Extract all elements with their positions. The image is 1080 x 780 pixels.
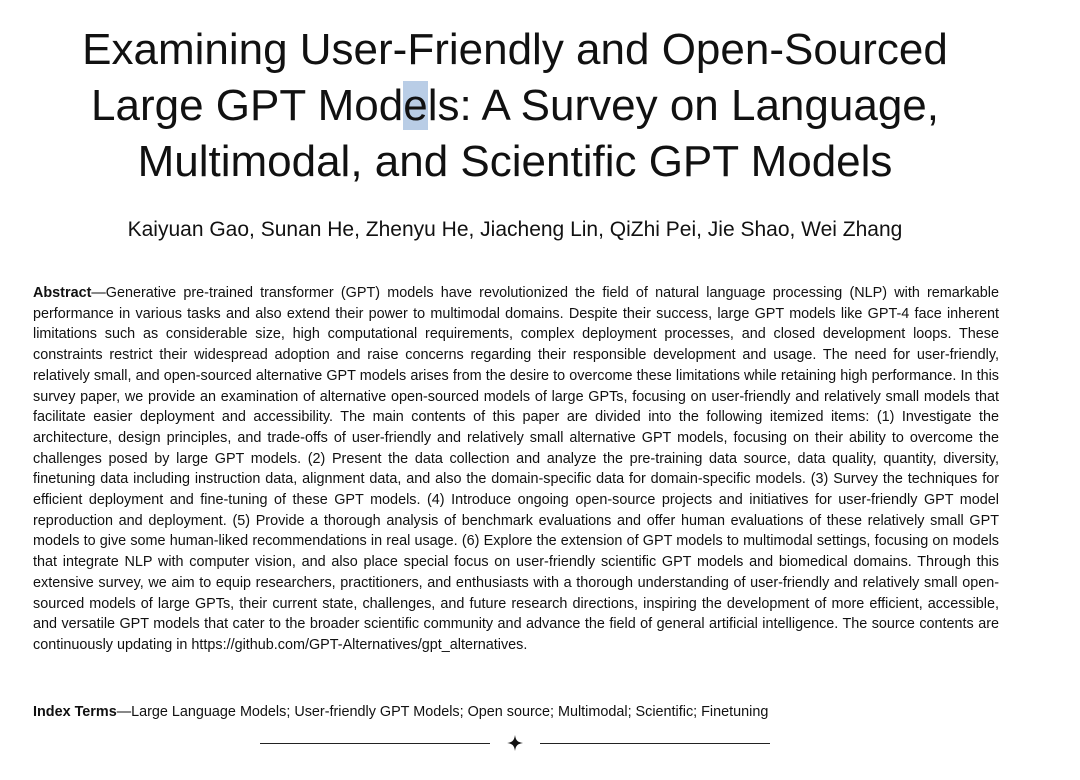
title-text-end: ls: A Survey on Language, Multimodal, and Scientific GPT Models (137, 81, 939, 186)
divider-rule-right (540, 743, 770, 744)
index-terms-paragraph (33, 702, 999, 722)
section-divider (260, 732, 770, 754)
abstract-paragraph (33, 283, 999, 656)
paper-title (20, 22, 1010, 190)
divider-rule-left (260, 743, 490, 744)
four-point-star-icon (503, 734, 527, 752)
index-terms-body: —Large Language Models; User-friendly GPT Models; Open source; Multimodal; Scientific; Finetuning (116, 704, 769, 720)
title-text-start: Examining User-Friendly and Open-Sourced Large GPT Mod (82, 25, 948, 130)
abstract-label: Abstract (33, 285, 92, 301)
author-list: Kaiyuan Gao, Sunan He, Zhenyu He, Jiacheng Lin, QiZhi Pei, Jie Shao, Wei Zhang (127, 218, 903, 241)
index-terms-label: Index Terms (33, 704, 117, 720)
abstract-body: —Generative pre-trained transformer (GPT) models have revolutionized the field of natural language processing (NLP) with remarkable performance in various tasks and also extend their power to multimodal domains. Despite their success, large GPT models like GPT-4 face inherent limitations such as considerable size, high computational requirements, complex deployment processes, and closed development loops. These constraints restrict their widespread adoption and raise concerns regarding their responsible development and usage. The need for user-friendly, relatively small, and open-sourced alternative GPT models arises from the desire to overcome these limitations while retaining high performance. In this survey paper, we provide an examination of alternative open-sourced models of large GPTs, focusing on user-friendly and relatively small models that facilitate easier deployment and accessibility. The main contents of this paper are divided into the following itemized items: (1) Investigate the architecture, design principles, and trade-offs of user-friendly and relatively small alternative GPT models, focusing on their ability to overcome the challenges posed by large GPT models. (2) Present the data collection and analyze the pre-training data source, data quality, quantity, diversity, finetuning data including instruction data, alignment data, and also the domain-specific data for domain-specific models. (3) Survey the techniques for efficient deployment and fine-tuning of these GPT models. (4) Introduce ongoing open-source projects and initiatives for user-friendly GPT model reproduction and deployment. (5) Provide a thorough analysis of benchmark evaluations and offer human evaluations of these relatively small GPT models to give some human-liked recommendations in real usage. (6) Explore the extension of GPT models to multimodal settings, focusing on models that integrate NLP with computer vision, and also place special focus on user-friendly scientific GPT models and biomedical domains. Through this extensive survey, we aim to equip researchers, practitioners, and enthusiasts with a thorough understanding of user-friendly and relatively small open-sourced models of large GPTs, their current state, challenges, and future research directions, inspiring the development of more efficient, accessible, and versatile GPT models that cater to the broader scientific community and advance the field of general artificial intelligence. The source contents are continuously updating in https://github.com/GPT-Alternatives/gpt_alternatives. (33, 285, 999, 653)
title-text-selection[interactable]: e (403, 81, 428, 130)
